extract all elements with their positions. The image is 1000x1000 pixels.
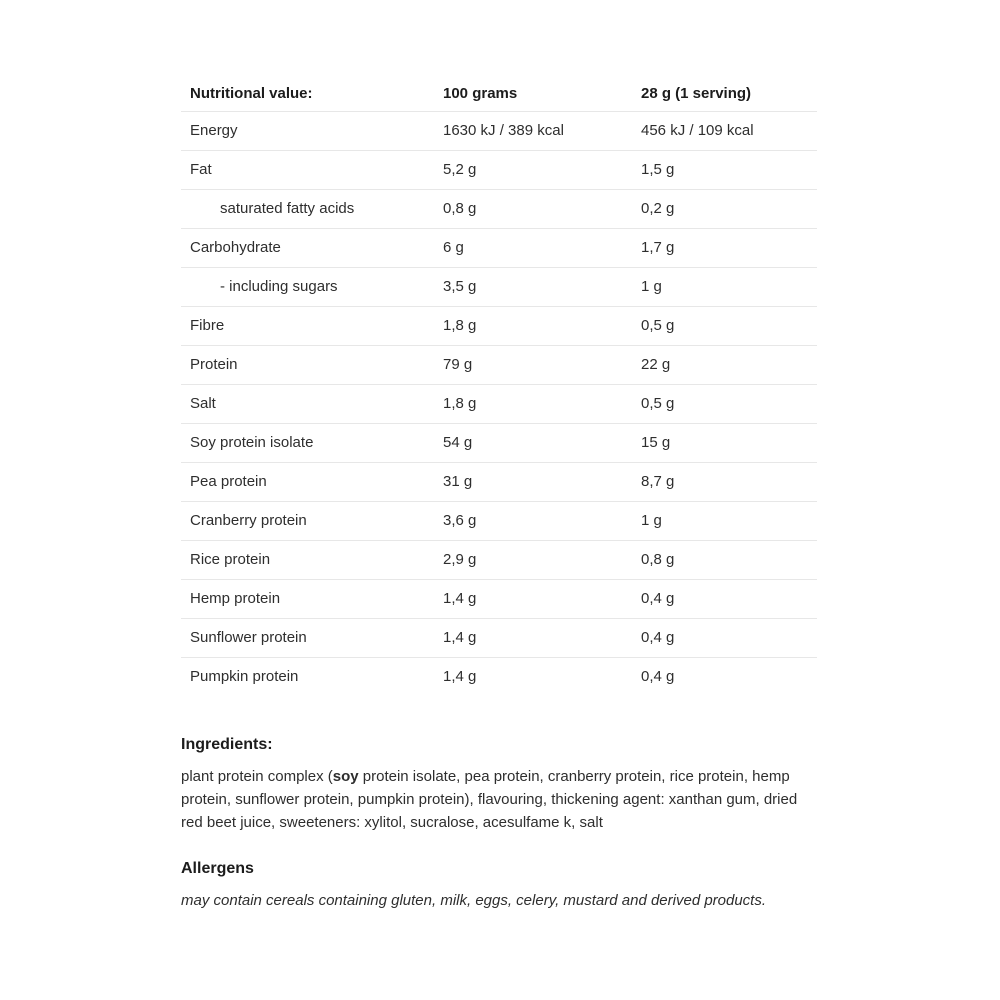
nutrient-name: - including sugars [181, 267, 434, 306]
value-per-serving: 0,2 g [632, 189, 817, 228]
allergens-section [181, 860, 817, 912]
ingredients-text-part2: protein isolate, pea protein, cranberry protein, rice protein, hemp protein, sunflower protein, pumpkin protein), flavouring, thickening agent: xanthan gum, dried red beet juice, sweeteners: xylitol, sucralose, acesulfame k, salt [181, 768, 798, 831]
table-header-nutritional-value: Nutritional value: [181, 76, 434, 111]
nutrient-name: Soy protein isolate [181, 423, 434, 462]
table-row [181, 345, 817, 384]
value-per-100g: 5,2 g [434, 150, 632, 189]
table-header-100-grams: 100 grams [434, 76, 632, 111]
value-per-serving: 0,4 g [641, 668, 675, 686]
nutrient-name: Carbohydrate [181, 228, 434, 267]
value-per-100g: 2,9 g [434, 540, 632, 579]
value-per-100g: 6 g [434, 228, 632, 267]
value-per-serving: 1 g [632, 267, 817, 306]
value-per-serving: 15 g [632, 423, 817, 462]
table-row [181, 579, 817, 618]
nutrient-name: Hemp protein [181, 579, 434, 618]
table-row [181, 657, 817, 696]
ingredients-bold-soy: soy [332, 768, 359, 785]
value-per-100g: 54 g [434, 423, 632, 462]
value-per-serving: 1 g [632, 501, 817, 540]
table-row [181, 150, 817, 189]
nutrient-name: Fat [181, 150, 434, 189]
table-row [181, 384, 817, 423]
value-per-serving: 8,7 g [632, 462, 817, 501]
value-per-100g: 1,8 g [434, 306, 632, 345]
table-row [181, 228, 817, 267]
value-per-serving: 1,7 g [632, 228, 817, 267]
nutrition-table-body [181, 111, 817, 696]
nutrient-name: Pumpkin protein [190, 668, 299, 686]
value-per-serving: 0,8 g [632, 540, 817, 579]
value-per-100g: 3,6 g [434, 501, 632, 540]
table-row [181, 111, 817, 150]
nutrient-name: saturated fatty acids [181, 189, 434, 228]
nutrition-table-header [181, 76, 817, 111]
nutrient-name: Rice protein [181, 540, 434, 579]
value-per-100g: 79 g [434, 345, 632, 384]
value-per-serving: 0,4 g [632, 618, 817, 657]
value-per-serving: 0,4 g [632, 579, 817, 618]
value-per-100g: 3,5 g [434, 267, 632, 306]
value-per-100g: 31 g [434, 462, 632, 501]
nutrient-name: Energy [181, 111, 434, 150]
nutrition-table [181, 76, 817, 696]
value-per-100g: 1,4 g [434, 618, 632, 657]
table-row [181, 306, 817, 345]
value-per-100g: 1,8 g [434, 384, 632, 423]
table-header-row [181, 76, 817, 111]
allergens-text: may contain cereals containing gluten, milk, eggs, celery, mustard and derived products. [181, 892, 767, 909]
nutrient-name: Fibre [181, 306, 434, 345]
nutrient-name: Sunflower protein [181, 618, 434, 657]
nutrient-name: Pea protein [181, 462, 434, 501]
table-row [181, 462, 817, 501]
table-row [181, 540, 817, 579]
value-per-100g: 0,8 g [434, 189, 632, 228]
value-per-serving: 0,5 g [632, 306, 817, 345]
nutrient-name: Protein [181, 345, 434, 384]
value-per-serving: 22 g [632, 345, 817, 384]
table-row [181, 618, 817, 657]
value-per-100g: 1,4 g [434, 579, 632, 618]
table-row [181, 189, 817, 228]
ingredients-text [181, 765, 817, 834]
value-per-serving: 1,5 g [632, 150, 817, 189]
value-per-100g: 1,4 g [443, 668, 477, 686]
ingredients-heading: Ingredients: [181, 736, 273, 753]
ingredients-section [181, 736, 817, 834]
value-per-100g: 1630 kJ / 389 kcal [434, 111, 632, 150]
value-per-serving: 0,5 g [632, 384, 817, 423]
table-header-serving: 28 g (1 serving) [632, 76, 817, 111]
table-row [181, 267, 817, 306]
nutrient-name: Cranberry protein [181, 501, 434, 540]
table-row [181, 501, 817, 540]
allergens-heading: Allergens [181, 860, 254, 877]
table-row [181, 423, 817, 462]
nutrient-name: Salt [181, 384, 434, 423]
nutrition-label-page [181, 0, 817, 912]
value-per-serving: 456 kJ / 109 kcal [632, 111, 817, 150]
ingredients-text-part1: plant protein complex ( [181, 768, 333, 785]
